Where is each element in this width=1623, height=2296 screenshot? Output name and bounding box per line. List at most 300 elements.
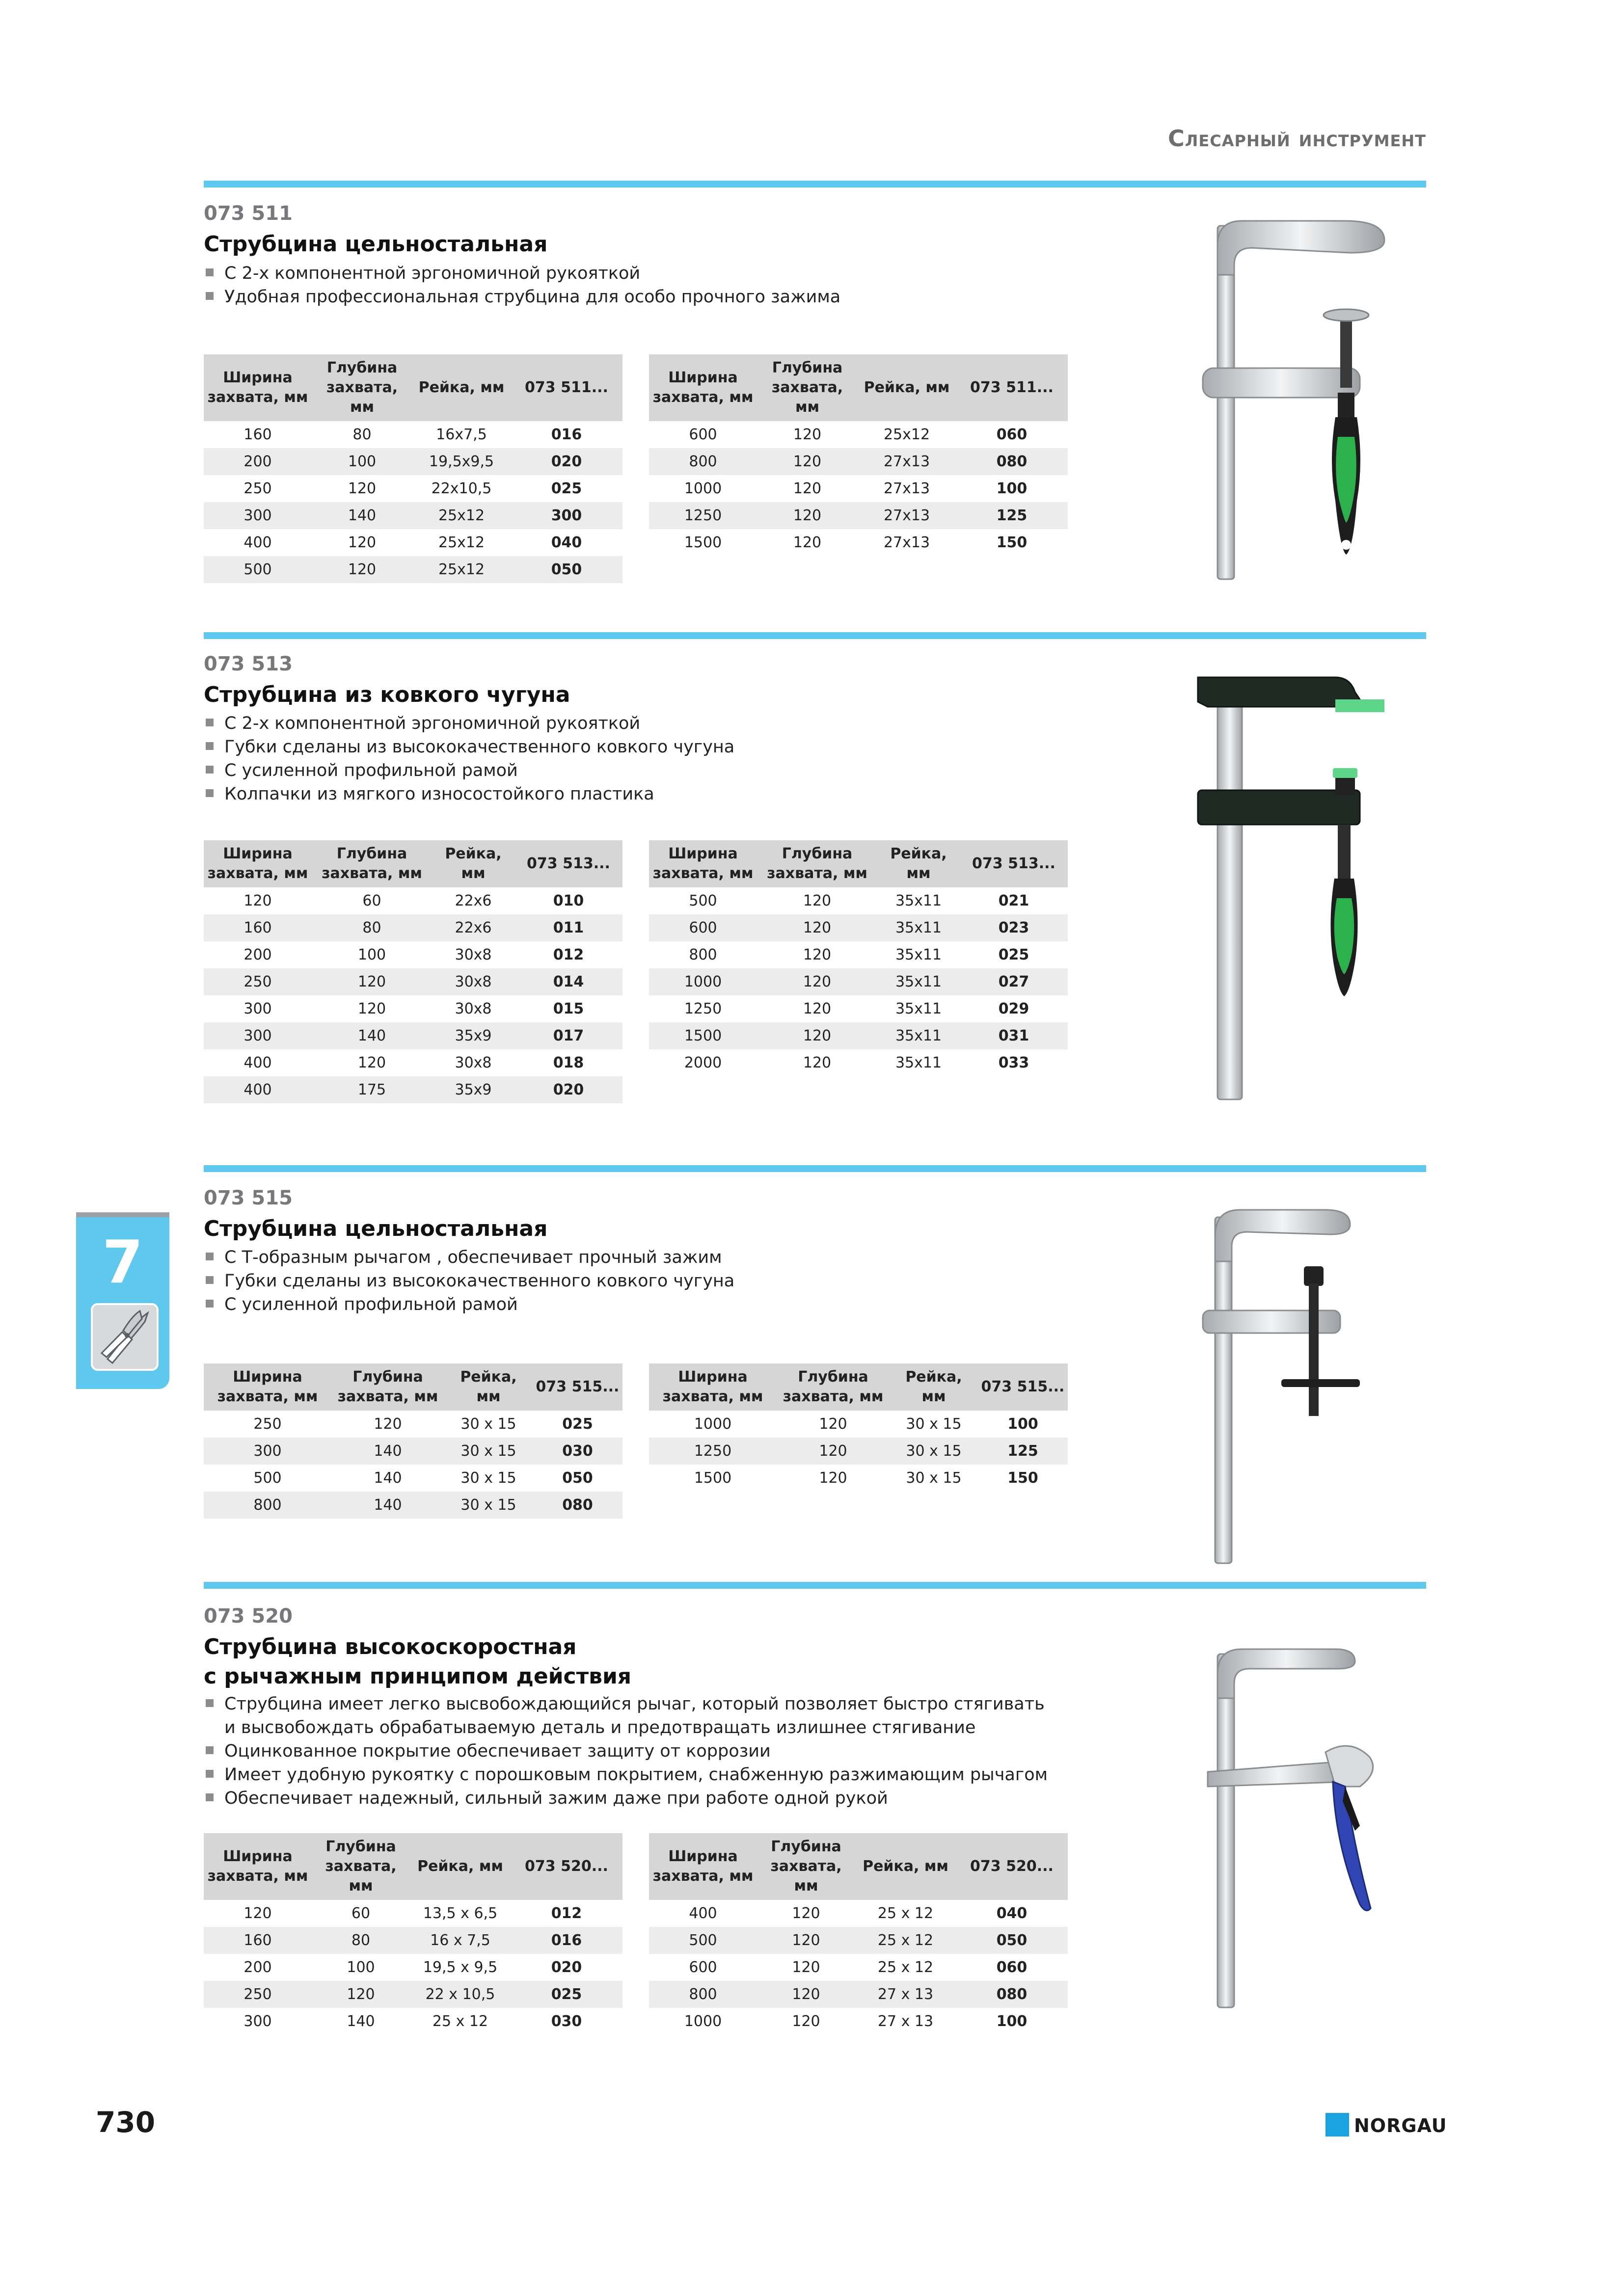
article-number-cell: 080 [956,448,1068,475]
column-header: Рейка, мм [412,354,511,421]
table-cell: 1000 [684,2013,722,2030]
table-cell: 19,5x9,5 [412,448,511,475]
column-header: Глубина захвата, мм [777,1363,890,1411]
column-header: Рейка, мм [877,840,960,887]
feature-item: С усиленной профильной рамой [204,1293,734,1316]
table-cell: 800 [204,1492,331,1519]
table-cell: 500 [253,1469,282,1487]
product-code: 073 520 [204,1605,293,1628]
table-row [204,1076,622,1103]
table-header-row [649,1363,1068,1411]
table-cell: 1500 [694,1469,732,1487]
table-cell: 30x8 [455,1000,492,1017]
bullet-square-icon [206,1300,214,1308]
table-row [204,556,622,583]
bullet-square-icon [206,1793,214,1801]
table-row [204,1981,622,2008]
section-divider [204,1582,1426,1589]
table-cell: 30x8 [455,946,492,963]
article-number-cell: 080 [533,1492,622,1519]
table-cell: 600 [649,914,757,941]
column-header: 073 513... [960,840,1068,887]
table-cell: 300 [204,1438,331,1465]
table-cell: 120 [792,1905,820,1922]
column-header: Ширина захвата, мм [204,1833,312,1900]
table-cell: 22 x 10,5 [410,1981,511,2008]
table-cell: 100 [312,448,412,475]
article-number-cell: 060 [996,426,1028,443]
table-cell: 30 x 15 [460,1469,516,1487]
table-cell: 30x8 [432,968,514,995]
tab-top-bar [76,1212,169,1217]
table-cell: 25x12 [412,556,511,583]
column-header: Глубина захвата, мм [331,1363,444,1411]
table-row [649,1411,1068,1438]
table-cell: 120 [777,1438,890,1465]
table-cell: 400 [204,1076,312,1103]
table-row [204,968,622,995]
spec-table [649,354,1068,556]
brand-square-icon [1325,2113,1349,2136]
table-cell: 80 [352,426,372,443]
article-number-cell: 012 [553,946,584,963]
table-cell: 30 x 15 [890,1438,978,1465]
column-header: 073 515... [978,1363,1068,1411]
bullet-square-icon [206,1699,214,1707]
article-number-cell: 014 [514,968,622,995]
table-cell: 25 x 12 [855,1927,956,1954]
table-cell: 250 [253,1415,282,1433]
table-cell: 140 [347,2013,375,2030]
article-number-cell: 025 [998,946,1029,963]
table-cell: 140 [331,1492,444,1519]
table-row [649,475,1068,502]
table-row [204,941,622,968]
table-cell: 120 [793,426,822,443]
bullet-square-icon [206,1770,214,1778]
article-number-cell: 011 [514,914,622,941]
column-header: Ширина захвата, мм [649,354,757,421]
spec-table [649,1363,1068,1492]
table-cell: 140 [312,1022,432,1049]
table-row [649,941,1068,968]
article-number-cell: 080 [956,1981,1068,2008]
table-row [649,1465,1068,1492]
table-row [204,1492,622,1519]
table-cell: 800 [689,946,717,963]
table-cell: 120 [757,1022,877,1049]
column-header: Рейка, мм [410,1833,511,1900]
t-handle-clamp-image [1188,1198,1404,1571]
table-header-row [204,1833,622,1900]
table-row [649,502,1068,529]
table-cell: 2000 [684,1054,722,1071]
feature-item: С 2-х компонентной эргономичной рукояткой [204,712,734,735]
table-row [649,887,1068,914]
section-divider [204,632,1426,639]
column-header: Ширина захвата, мм [649,1833,757,1900]
table-cell: 120 [357,1000,386,1017]
table-row [649,421,1068,448]
article-number-cell: 025 [551,480,582,497]
table-row [204,1022,622,1049]
table-row [204,995,622,1022]
table-row [649,1954,1068,1981]
table-cell: 120 [357,1054,386,1071]
table-row [204,1049,622,1076]
table-row [649,1900,1068,1927]
column-header: Глубина захвата, мм [312,1833,410,1900]
table-cell: 200 [204,448,312,475]
column-header: 073 520... [511,1833,622,1900]
table-cell: 35x11 [895,892,942,909]
table-cell: 25 x 12 [877,1959,934,1976]
table-row [649,968,1068,995]
table-cell: 120 [803,1000,832,1017]
product-code: 073 515 [204,1187,293,1209]
table-cell: 200 [243,946,272,963]
spec-table [649,840,1068,1076]
article-number-cell: 033 [998,1054,1029,1071]
table-cell: 35x11 [895,946,942,963]
feature-item: Удобная профессиональная струбцина для особо прочного зажима [204,285,840,309]
bullet-square-icon [206,292,214,300]
table-cell: 16 x 7,5 [410,1927,511,1954]
bullet-square-icon [206,1746,214,1754]
table-header-row [649,354,1068,421]
article-number-cell: 029 [998,1000,1029,1017]
product-title-line: Струбцина цельностальная [204,232,548,257]
table-cell: 300 [204,502,312,529]
table-cell: 120 [348,480,377,497]
article-number-cell: 100 [996,2013,1028,2030]
table-cell: 100 [347,1959,375,1976]
column-header: 073 513... [514,840,622,887]
column-header: Рейка, мм [432,840,514,887]
table-cell: 120 [819,1415,847,1433]
spec-table [649,1833,1068,2035]
table-cell: 30x8 [455,1054,492,1071]
table-cell: 120 [757,1927,855,1954]
article-number-cell: 015 [553,1000,584,1017]
article-number-cell: 031 [960,1022,1068,1049]
table-row [649,1927,1068,1954]
bullet-square-icon [206,766,214,774]
article-number-cell: 025 [562,1415,593,1433]
feature-item: Струбцина имеет легко высвобождающийся рычаг, который позволяет быстро стягивать [204,1692,1048,1716]
column-header: Ширина захвата, мм [649,1363,777,1411]
table-cell: 140 [312,502,412,529]
feature-list [204,1692,1048,1810]
table-cell: 120 [243,892,272,909]
table-cell: 1500 [649,1022,757,1049]
product-title [204,1214,547,1244]
article-number-cell: 060 [996,1959,1028,1976]
product-title-line: Струбцина высокоскоростная [204,1634,577,1659]
bullet-square-icon [206,1253,214,1260]
table-cell: 120 [803,1054,832,1071]
spec-table [204,354,622,583]
table-cell: 80 [312,914,432,941]
table-cell: 500 [689,892,717,909]
column-header: 073 520... [956,1833,1068,1900]
table-row [649,1022,1068,1049]
table-row [204,421,622,448]
article-number-cell: 020 [511,448,622,475]
column-header: Ширина захвата, мм [204,1363,331,1411]
table-cell: 80 [312,1927,410,1954]
table-cell: 30 x 15 [444,1438,533,1465]
spec-table [204,1363,622,1519]
table-cell: 800 [649,1981,757,2008]
table-row [204,2008,622,2035]
table-cell: 60 [351,1905,371,1922]
bullet-square-icon [206,719,214,726]
article-number-cell: 050 [562,1469,593,1487]
feature-item-continuation: и высвобождать обрабатываемую деталь и предотвращать излишнее стягивание [224,1718,976,1737]
table-header-row [204,840,622,887]
table-cell: 120 [819,1469,847,1487]
table-header-row [649,840,1068,887]
table-cell: 35x11 [895,1054,942,1071]
table-cell: 250 [204,1981,312,2008]
article-number-cell: 017 [514,1022,622,1049]
article-number-cell: 027 [960,968,1068,995]
table-cell: 800 [649,448,757,475]
brand-name: NORGAU [1354,2115,1447,2136]
bullet-square-icon [206,268,214,276]
table-row [204,1927,622,1954]
table-row [204,448,622,475]
table-cell: 30 x 15 [906,1469,962,1487]
table-row [204,1465,622,1492]
table-cell: 27x13 [883,534,930,551]
table-row [649,2008,1068,2035]
bullet-square-icon [206,789,214,797]
table-cell: 300 [243,1000,272,1017]
table-cell: 1250 [649,502,757,529]
table-cell: 25x12 [883,426,930,443]
table-cell: 22x6 [455,892,492,909]
article-number-cell: 010 [553,892,584,909]
article-number-cell: 020 [514,1076,622,1103]
article-number-cell: 040 [996,1905,1028,1922]
table-cell: 27x13 [858,448,956,475]
table-header-row [204,354,622,421]
table-cell: 120 [312,556,412,583]
table-row [649,1049,1068,1076]
table-cell: 35x11 [877,914,960,941]
table-cell: 120 [803,892,832,909]
column-header: 073 511... [511,354,622,421]
table-row [204,1411,622,1438]
column-header: Ширина захвата, мм [649,840,757,887]
table-cell: 400 [689,1905,717,1922]
product-title [204,680,570,710]
product-title [204,230,547,259]
table-cell: 175 [312,1076,432,1103]
table-cell: 30 x 15 [460,1415,516,1433]
table-cell: 120 [757,914,877,941]
column-header: Рейка, мм [855,1833,956,1900]
chapter-side-tab[interactable] [76,1212,169,1389]
table-cell: 100 [357,946,386,963]
table-cell: 16x7,5 [436,426,487,443]
table-cell: 1250 [684,1000,722,1017]
table-cell: 27x13 [883,480,930,497]
column-header: Глубина захвата, мм [757,840,877,887]
table-cell: 22x10,5 [431,480,492,497]
table-cell: 250 [204,968,312,995]
article-number-cell: 300 [511,502,622,529]
column-header: Глубина захвата, мм [312,840,432,887]
table-cell: 25 x 12 [432,2013,488,2030]
article-number-cell: 050 [956,1927,1068,1954]
article-number-cell: 125 [978,1438,1068,1465]
table-cell: 35x11 [895,1000,942,1017]
table-cell: 120 [312,968,432,995]
spec-table [204,840,622,1103]
table-cell: 1000 [649,968,757,995]
column-header: Рейка, мм [858,354,956,421]
table-cell: 25x12 [438,534,485,551]
table-cell: 120 [793,534,822,551]
spec-table [204,1833,622,2035]
table-cell: 35x9 [432,1076,514,1103]
feature-item: Имеет удобную рукоятку с порошковым покрытием, снабженную разжимающим рычагом [204,1763,1048,1787]
article-number-cell: 100 [996,480,1028,497]
table-row [204,475,622,502]
feature-list [204,712,734,806]
column-header: 073 515... [533,1363,622,1411]
article-number-cell: 040 [551,534,582,551]
article-number-cell: 016 [551,426,582,443]
product-title [204,1632,631,1691]
bullet-square-icon [206,742,214,750]
product-code: 073 513 [204,653,293,675]
table-cell: 25x12 [412,502,511,529]
table-cell: 30 x 15 [906,1415,962,1433]
table-cell: 1000 [684,480,722,497]
table-row [649,995,1068,1022]
table-cell: 160 [243,426,272,443]
table-row [649,1438,1068,1465]
steel-clamp-with-green-handle-image [1188,206,1404,589]
table-cell: 120 [348,534,377,551]
table-cell: 160 [204,914,312,941]
table-cell: 140 [331,1438,444,1465]
table-cell: 120 [803,946,832,963]
product-code: 073 511 [204,202,293,225]
table-cell: 27x13 [858,502,956,529]
column-header: Ширина захвата, мм [204,354,312,421]
table-header-row [649,1833,1068,1900]
table-cell: 120 [792,2013,820,2030]
table-cell: 120 [757,448,858,475]
feature-list [204,1246,734,1316]
table-cell: 35x11 [877,968,960,995]
section-divider [204,1165,1426,1172]
column-header: Рейка, мм [890,1363,978,1411]
table-row [204,887,622,914]
table-cell: 22x6 [432,914,514,941]
article-number-cell: 150 [996,534,1028,551]
article-number-cell: 100 [1007,1415,1038,1433]
product-title-line: Струбцина цельностальная [204,1216,548,1241]
table-cell: 500 [649,1927,757,1954]
table-row [204,1954,622,1981]
table-cell: 1500 [684,534,722,551]
article-number-cell: 016 [511,1927,622,1954]
table-row [204,502,622,529]
pliers-icon [91,1303,159,1371]
table-cell: 13,5 x 6,5 [423,1905,498,1922]
column-header: Глубина захвата, мм [757,354,858,421]
table-cell: 1000 [694,1415,732,1433]
article-number-cell: 023 [960,914,1068,941]
column-header: 073 511... [956,354,1068,421]
table-row [204,1900,622,1927]
table-cell: 400 [243,1054,272,1071]
article-number-cell: 012 [551,1905,582,1922]
table-row [204,1438,622,1465]
table-cell: 120 [757,968,877,995]
column-header: Глубина захвата, мм [757,1833,855,1900]
table-row [204,914,622,941]
product-title-line: с рычажным принципом действия [204,1664,632,1689]
table-cell: 250 [243,480,272,497]
table-row [649,448,1068,475]
table-cell: 120 [374,1415,402,1433]
table-cell: 120 [793,480,822,497]
table-cell: 600 [689,426,717,443]
table-cell: 200 [243,1959,272,1976]
column-header: Рейка, мм [444,1363,533,1411]
table-cell: 25 x 12 [877,1905,934,1922]
table-cell: 60 [362,892,381,909]
table-cell: 600 [689,1959,717,1976]
table-cell: 120 [312,1981,410,2008]
table-cell: 35x9 [432,1022,514,1049]
article-number-cell: 150 [1007,1469,1038,1487]
table-cell: 27 x 13 [855,1981,956,2008]
table-cell: 140 [374,1469,402,1487]
cast-iron-clamp-image [1188,667,1404,1109]
bullet-square-icon [206,1276,214,1284]
table-cell: 1250 [649,1438,777,1465]
table-cell: 120 [757,502,858,529]
table-row [204,529,622,556]
feature-item: С усиленной профильной рамой [204,759,734,782]
table-header-row [204,1363,622,1411]
table-cell: 120 [757,1981,855,2008]
article-number-cell: 018 [553,1054,584,1071]
table-cell: 160 [204,1927,312,1954]
page-number: 730 [96,2106,156,2139]
table-cell: 300 [204,1022,312,1049]
table-cell: 400 [243,534,272,551]
table-row [649,1981,1068,2008]
feature-item: С Т-образным рычагом , обеспечивает прочный зажим [204,1246,734,1269]
table-cell: 500 [204,556,312,583]
column-header: Ширина захвата, мм [204,840,312,887]
chapter-number: 7 [102,1228,143,1297]
article-number-cell: 020 [551,1959,582,1976]
article-number-cell: 125 [956,502,1068,529]
lever-clamp-image [1188,1639,1404,2022]
table-cell: 120 [243,1905,272,1922]
feature-item: Губки сделаны из высококачественного ковкого чугуна [204,735,734,759]
